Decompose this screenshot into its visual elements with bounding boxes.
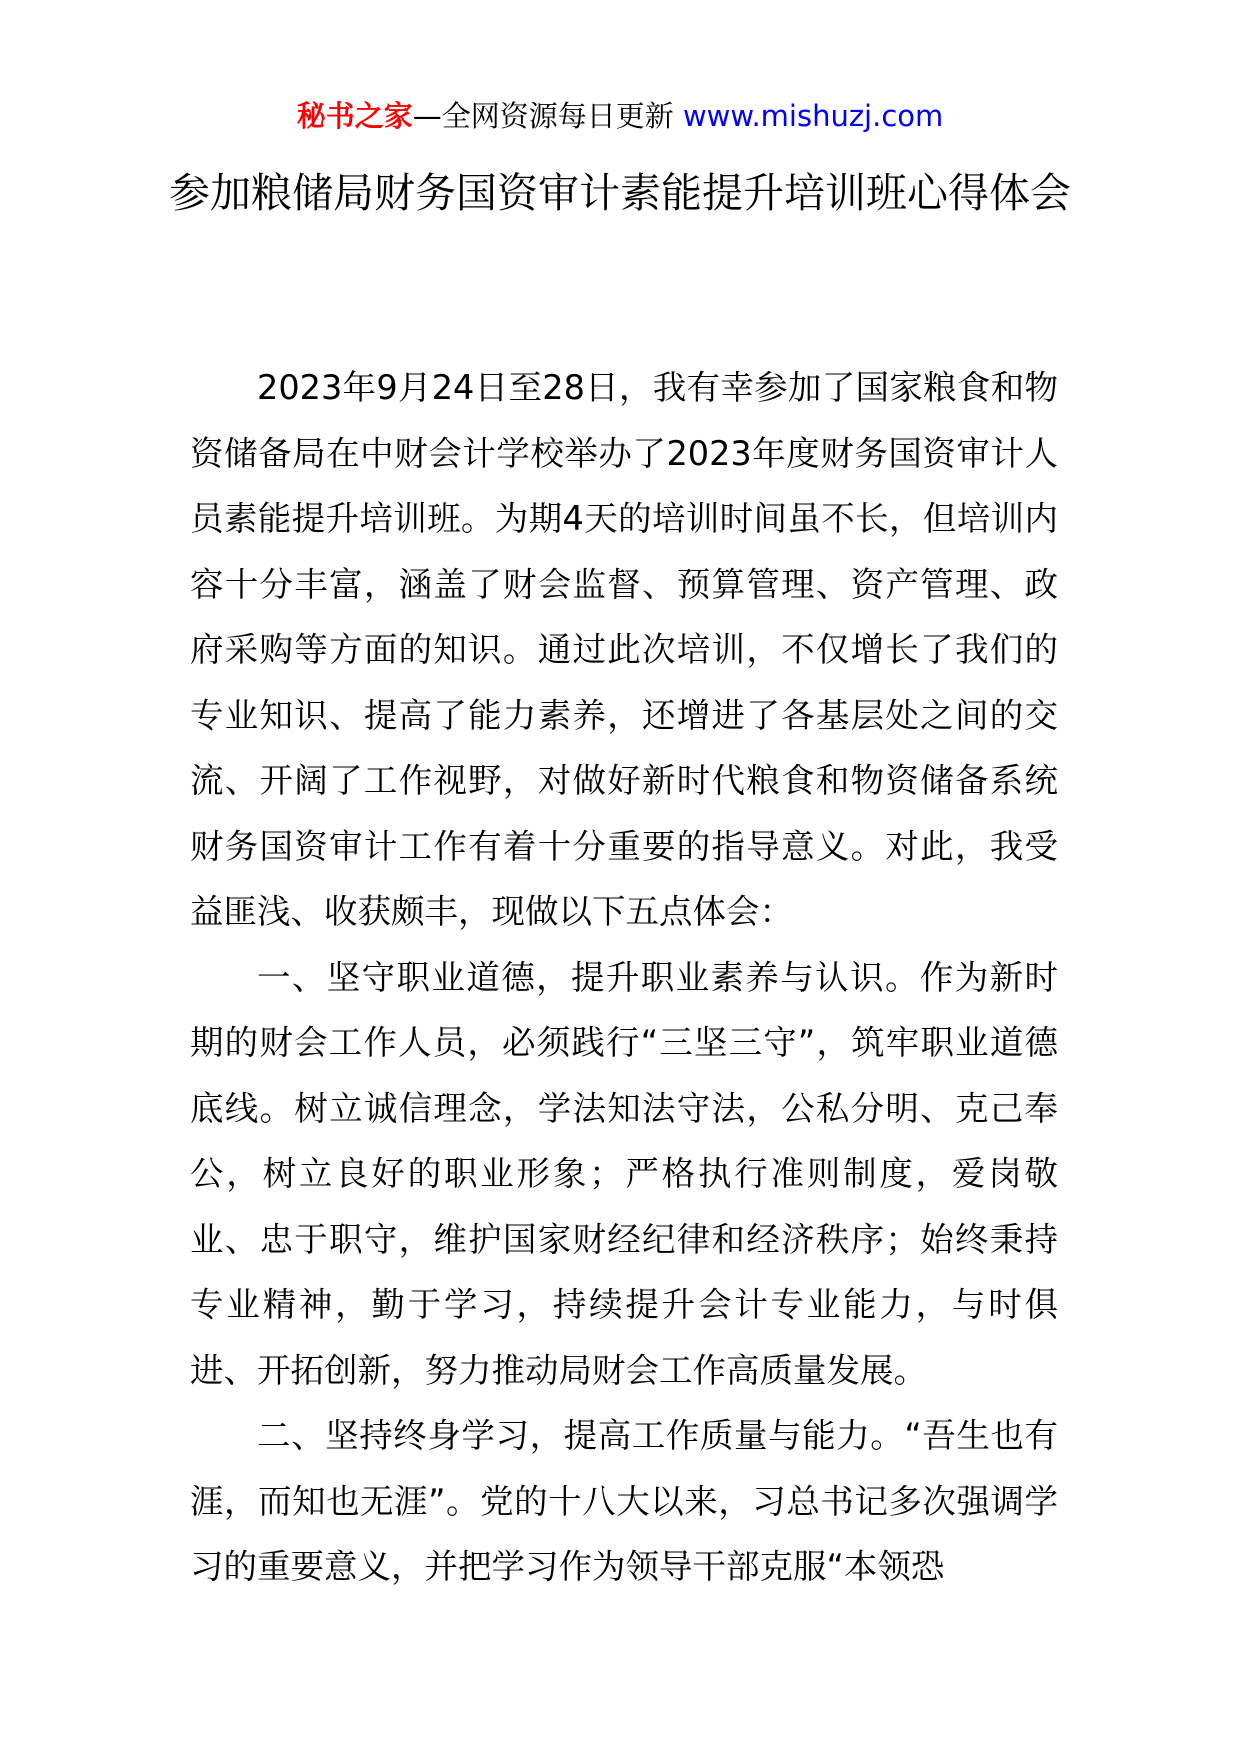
document-body xyxy=(190,355,1058,1600)
document-title: 参加粮储局财务国资审计素能提升培训班心得体会 xyxy=(169,169,1071,217)
brand-name: 秘书之家 xyxy=(296,99,413,133)
paragraph-point-two: 二、坚持终身学习，提高工作质量与能力。“吾生也有涯，而知也无涯”。党的十八大以来，习总书记多次强调学习的重要意义，并把学习作为领导干部克服“本领恐 xyxy=(190,1416,1058,1586)
paragraph-intro: 2023年9月24日至28日，我有幸参加了国家粮食和物资储备局在中财会计学校举办了2023年度财务国资审计人员素能提升培训班。为期4天的培训时间虽不长，但培训内容十分丰富，涵盖了财会监督、预算管理、资产管理、政府采购等方面的知识。通过此次培训，不仅增长了我们的专业知识、提高了能力素养，还增进了各基层处之间的交流、开阔了工作视野，对做好新时代粮食和物资储备系统财务国资审计工作有着十分重要的指导意义。对此，我受益匪浅、收获颇丰，现做以下五点体会： xyxy=(190,368,1058,931)
site-url-link[interactable]: www.mishuzj.com xyxy=(682,99,944,133)
site-tagline: —全网资源每日更新 xyxy=(412,99,683,133)
site-header xyxy=(0,96,1240,136)
paragraph-point-one: 一、坚守职业道德，提升职业素养与认识。作为新时期的财会工作人员，必须践行“三坚三守”，筑牢职业道德底线。树立诚信理念，学法知法守法，公私分明、克己奉公，树立良好的职业形象；严格执行准则制度，爱岗敬业、忠于职守，维护国家财经纪律和经济秩序；始终秉持专业精神，勤于学习，持续提升会计专业能力，与时俱进、开拓创新，努力推动局财会工作高质量发展。 xyxy=(190,957,1058,1390)
